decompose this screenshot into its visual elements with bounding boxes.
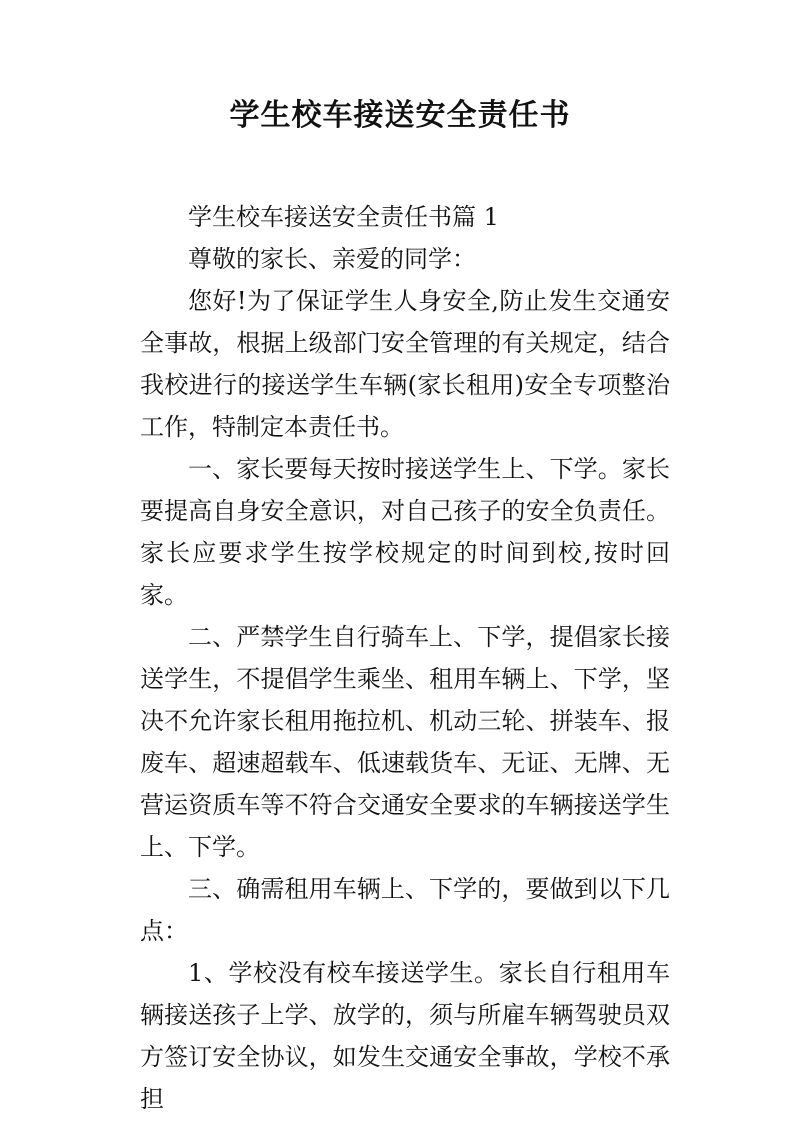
salutation-paragraph: 尊敬的家长、亲爱的同学：: [188, 245, 476, 273]
clause-1-paragraph: 一、家长要每天按时接送学生上、下学。家长要提高自身安全意识，对自己孩子的安全负责任。家长应要求学生按学校规定的时间到校,按时回家。: [140, 455, 670, 609]
document-body: [140, 196, 670, 1120]
document-title: 学生校车接送安全责任书: [229, 98, 571, 133]
subtitle-paragraph: 学生校车接送安全责任书篇 1: [188, 203, 499, 231]
clause-3-paragraph: 三、确需租用车辆上、下学的，要做到以下几点：: [140, 875, 670, 945]
clause-2-paragraph: 二、严禁学生自行骑车上、下学，提倡家长接送学生，不提倡学生乘坐、租用车辆上、下学，坚决不允许家长租用拖拉机、机动三轮、拼装车、报废车、超速超载车、低速载货车、无证、无牌、无营运资质车等不符合交通安全要求的车辆接送学生上、下学。: [140, 623, 670, 861]
sub-clause-1-paragraph: 1、学校没有校车接送学生。家长自行租用车辆接送孩子上学、放学的，须与所雇车辆驾驶员双方签订安全协议，如发生交通安全事故，学校不承担: [140, 959, 670, 1113]
intro-paragraph: 您好!为了保证学生人身安全,防止发生交通安全事故，根据上级部门安全管理的有关规定，结合我校进行的接送学生车辆(家长租用)安全专项整治工作，特制定本责任书。: [140, 287, 670, 441]
